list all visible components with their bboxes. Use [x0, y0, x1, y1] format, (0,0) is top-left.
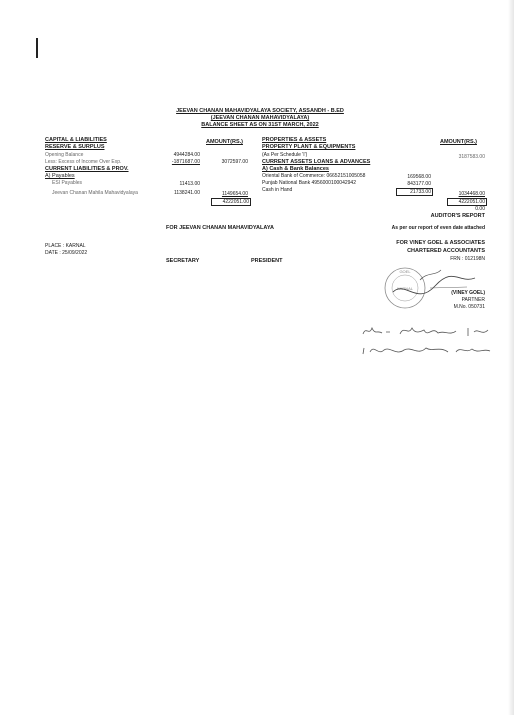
pen-mark	[36, 38, 38, 58]
stamp-top-text: GOEL	[399, 269, 411, 274]
current-liabilities-total: 1149654.00	[221, 191, 248, 197]
membership-number: M.No. 050731	[453, 304, 485, 310]
page-edge-shadow	[508, 0, 514, 715]
firm-frn: FRN : 012198N	[450, 256, 485, 262]
jcmm-label: Jeevan Chanan Mahila Mahavidyalaya	[52, 190, 138, 196]
obc-value: 169568.00	[407, 174, 431, 180]
liabilities-amount-heading: AMOUNT(RS.)	[206, 139, 243, 145]
current-assets-total: 1034468.00	[458, 191, 485, 197]
jcmm-value: 1138241.00	[173, 190, 200, 196]
obc-label: Oriental Bank of Commerce: 06652151005058	[262, 173, 366, 179]
auditor-report-title: AUDITOR'S REPORT	[430, 213, 485, 219]
assets-zero-value: 0.00	[475, 206, 485, 212]
place-label: PLACE : KARNAL	[45, 243, 86, 249]
esi-payables-value: 11413.00	[179, 181, 200, 187]
reserve-total-value: 3072597.00	[221, 159, 248, 165]
liabilities-grand-total: 4222051.00	[211, 198, 251, 206]
schedule-label: (As Per Schedule 'I')	[262, 152, 308, 158]
current-assets-heading: CURRENT ASSETS LOANS & ADVANCES	[262, 159, 371, 165]
for-org-label: FOR JEEVAN CHANAN MAHAVIDYALAYA	[166, 225, 274, 231]
audit-firm-name: FOR VINEY GOEL & ASSOCIATES	[396, 240, 485, 246]
handwritten-note	[360, 318, 495, 363]
secretary-label: SECRETARY	[166, 258, 200, 264]
esi-payables-label: ESI Payables	[52, 180, 83, 186]
ppe-value: 3187583.00	[458, 154, 485, 160]
org-subtitle: (JEEVAN CHANAN MAHAVIDYALAYA)	[210, 115, 310, 121]
partner-role: PARTNER	[461, 297, 485, 303]
sheet-title: BALANCE SHEET AS ON 31ST MARCH, 2022	[201, 122, 319, 128]
capital-liabilities-heading: CAPITAL & LIABILITIES	[45, 137, 107, 143]
assets-amount-heading: AMOUNT(RS.)	[440, 139, 477, 145]
auditor-note: As per our report of even date attached	[391, 225, 485, 231]
payables-heading: A) Payables	[45, 173, 75, 179]
properties-assets-heading: PROPERTIES & ASSETS	[262, 137, 327, 143]
assets-grand-total: 4222051.00	[447, 198, 487, 206]
less-excess-label: Less: Excess of Income Over Exp.	[45, 159, 122, 165]
opening-balance-value: 4944284.00	[173, 152, 200, 158]
current-liabilities-heading: CURRENT LIABILITIES & PROV.	[45, 166, 129, 172]
cash-bank-heading: A) Cash & Bank Balances	[262, 166, 329, 172]
reserve-surplus-heading: RESERVE & SURPLUS	[45, 144, 105, 150]
opening-balance-label: Opening Balance	[45, 152, 84, 158]
audit-firm-subtitle: CHARTERED ACCOUNTANTS	[407, 248, 485, 254]
ppe-heading: PROPERTY PLANT & EQUIPMENTS	[262, 144, 356, 150]
cash-in-hand-label: Cash in Hand	[262, 187, 293, 193]
less-excess-value: -1871687.00	[171, 159, 200, 165]
cash-in-hand-value: 21733.00	[396, 188, 433, 196]
pnb-label: Punjab National Bank 4956000100042942	[262, 180, 356, 186]
partner-name: (VINEY GOEL)	[451, 290, 485, 296]
date-label: DATE : 25/09/2022	[45, 250, 88, 256]
pnb-value: 843177.00	[407, 181, 431, 187]
president-label: PRESIDENT	[251, 258, 283, 264]
org-title: JEEVAN CHANAN MAHAVIDYALAYA SOCIETY, ASSANDH - B.ED	[176, 108, 344, 114]
stamp-center-text: KARNAL	[396, 286, 414, 291]
